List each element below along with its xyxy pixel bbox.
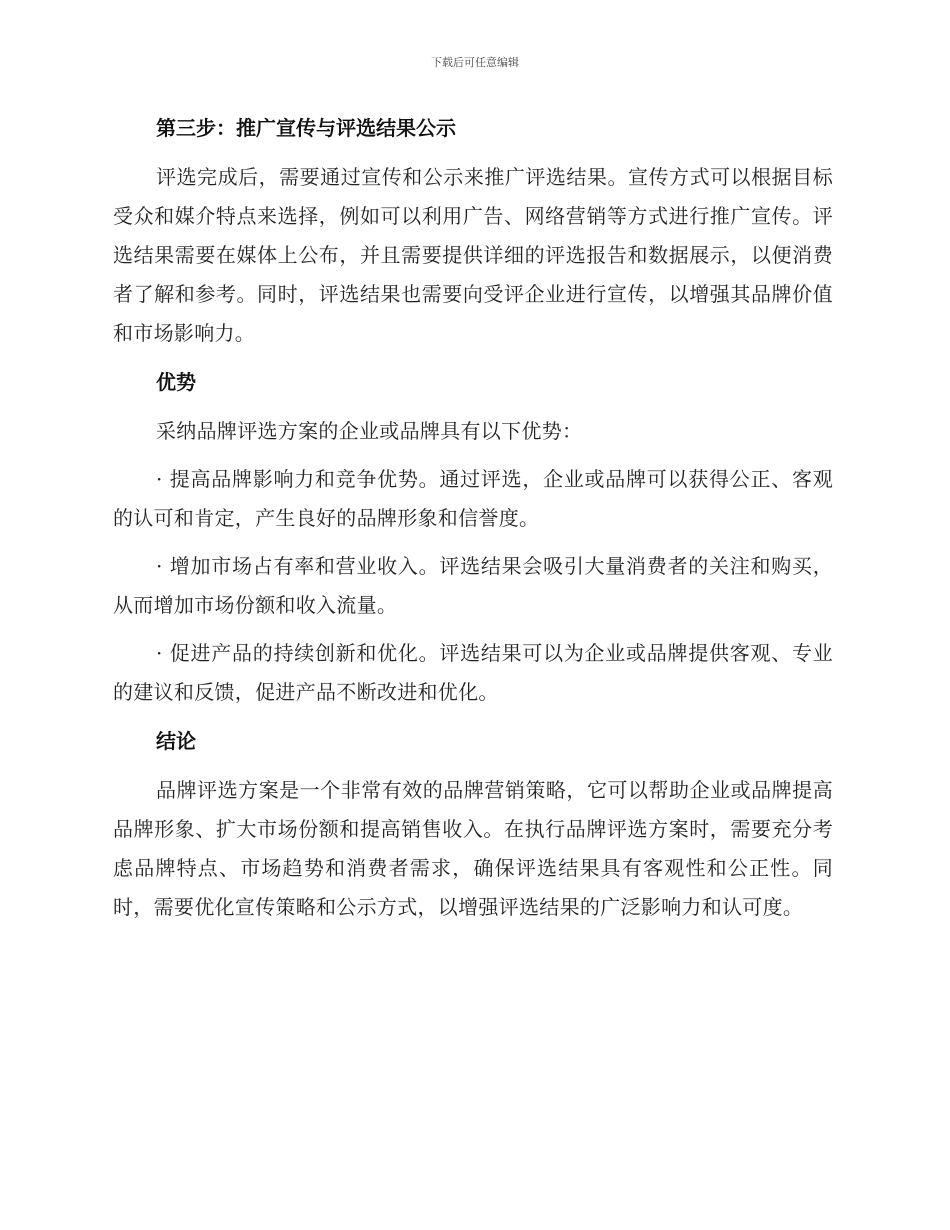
section-heading: 结论 bbox=[156, 729, 196, 753]
section-advantages bbox=[113, 362, 833, 712]
intro-paragraph: 采纳品牌评选方案的企业或品牌具有以下优势： bbox=[156, 419, 583, 443]
document-body bbox=[113, 108, 833, 936]
bullet-item: · 提高品牌影响力和竞争优势。通过评选，企业或品牌可以获得公正、客观的认可和肯定，产生良好的品牌形象和信誉度。 bbox=[113, 467, 833, 530]
section-heading: 优势 bbox=[156, 370, 196, 394]
section-conclusion bbox=[113, 721, 833, 927]
section-heading: 第三步：推广宣传与评选结果公示 bbox=[156, 116, 456, 140]
paragraph: 品牌评选方案是一个非常有效的品牌营销策略，它可以帮助企业或品牌提高品牌形象、扩大市场份额和提高销售收入。在执行品牌评选方案时，需要充分考虑品牌特点、市场趋势和消费者需求，确保评选结果具有客观性和公正性。同时，需要优化宣传策略和公示方式，以增强评选结果的广泛影响力和认可度。 bbox=[113, 778, 833, 919]
paragraph: 评选完成后，需要通过宣传和公示来推广评选结果。宣传方式可以根据目标受众和媒介特点来选择，例如可以利用广告、网络营销等方式进行推广宣传。评选结果需要在媒体上公布，并且需要提供详细的评选报告和数据展示，以便消费者了解和参考。同时，评选结果也需要向受评企业进行宣传，以增强其品牌价值和市场影响力。 bbox=[113, 165, 833, 345]
header-note: 下载后可任意编辑 bbox=[431, 56, 519, 69]
bullet-item: · 促进产品的持续创新和优化。评选结果可以为企业或品牌提供客观、专业的建议和反馈，促进产品不断改进和优化。 bbox=[113, 641, 833, 704]
bullet-item: · 增加市场占有率和营业收入。评选结果会吸引大量消费者的关注和购买，从而增加市场份额和收入流量。 bbox=[113, 554, 833, 617]
section-promotion bbox=[113, 108, 833, 353]
